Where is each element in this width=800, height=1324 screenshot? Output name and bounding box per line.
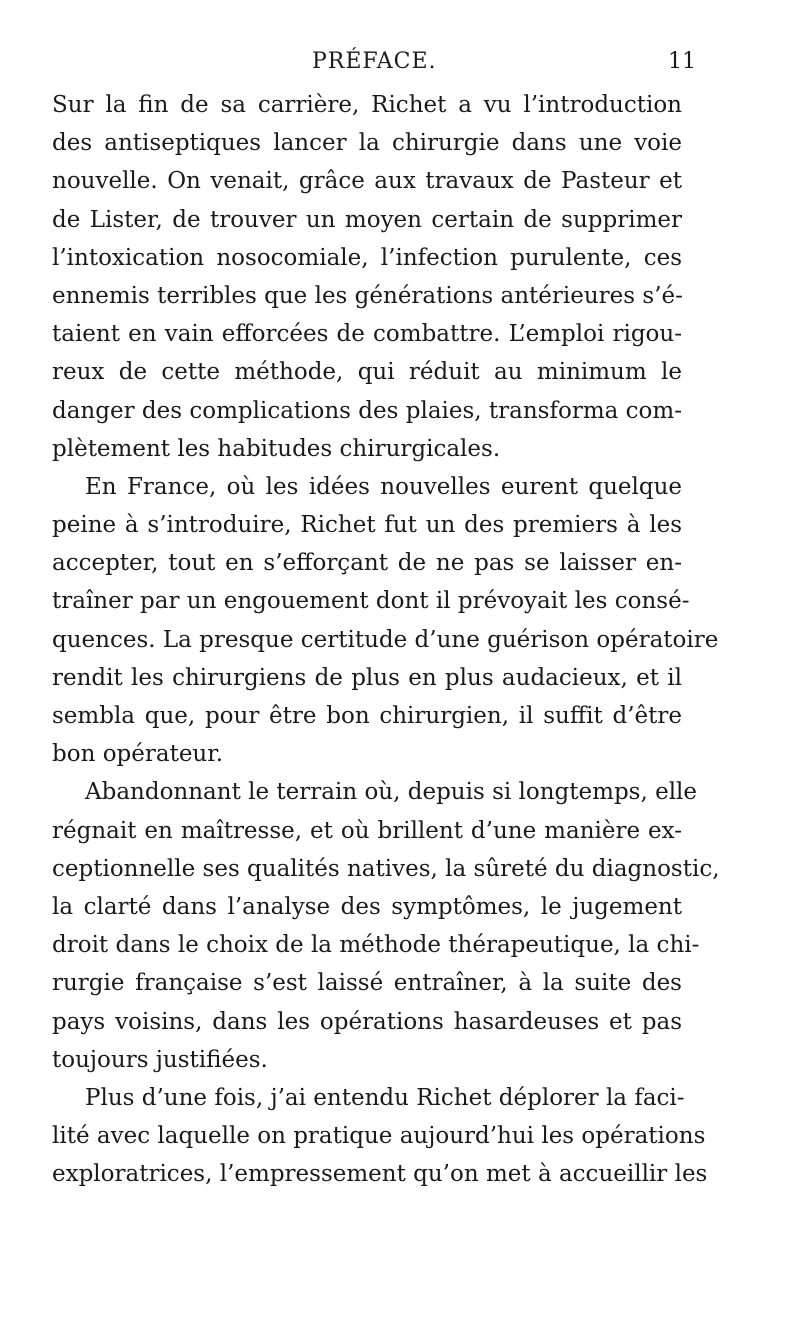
text-line: toujours justifiées.	[52, 1046, 268, 1073]
text-line: danger des complications des plaies, transforma com-	[52, 397, 682, 424]
text-line: rurgie française s’est laissé entraîner, à la suite des	[52, 970, 682, 997]
text-line: accepter, tout en s’efforçant de ne pas se laisser en-	[52, 550, 682, 577]
text-line: exploratrices, l’empressement qu’on met à accueillir les	[52, 1161, 708, 1188]
text-line: lité avec laquelle on pratique aujourd’hui les opérations	[52, 1123, 706, 1150]
text-line: régnait en maîtresse, et où brillent d’une manière ex-	[52, 817, 682, 844]
page-number: 11	[668, 49, 696, 74]
text-line: Plus d’une fois, j’ai entendu Richet déplorer la faci-	[85, 1084, 685, 1111]
text-line: plètement les habitudes chirurgicales.	[52, 435, 501, 462]
text-line: sembla que, pour être bon chirurgien, il suffit d’être	[52, 703, 682, 729]
text-line: taient en vain efforcées de combattre. L’emploi rigou-	[52, 321, 682, 348]
body-text	[52, 86, 720, 1193]
text-line: pays voisins, dans les opérations hasardeuses et pas	[52, 1008, 682, 1035]
text-line: bon opérateur.	[52, 741, 224, 768]
text-line: ceptionnelle ses qualités natives, la sûreté du diagnostic,	[52, 855, 720, 882]
running-title: PRÉFACE.	[312, 49, 437, 74]
text-line: de Lister, de trouver un moyen certain de supprimer	[52, 206, 682, 233]
text-line: Sur la fin de sa carrière, Richet a vu l’introduction	[52, 92, 682, 118]
text-line: nouvelle. On venait, grâce aux travaux de Pasteur et	[52, 168, 682, 195]
text-line: droit dans le choix de la méthode thérapeutique, la chi-	[52, 932, 700, 959]
text-line: reux de cette méthode, qui réduit au minimum le	[52, 359, 682, 386]
text-line: peine à s’introduire, Richet fut un des premiers à les	[52, 512, 682, 539]
text-line: des antiseptiques lancer la chirurgie dans une voie	[52, 130, 682, 157]
text-line: traîner par un engouement dont il prévoyait les consé-	[52, 588, 690, 615]
text-line: la clarté dans l’analyse des symptômes, le jugement	[52, 893, 682, 920]
text-line: rendit les chirurgiens de plus en plus audacieux, et il	[52, 664, 682, 691]
text-line: En France, où les idées nouvelles eurent quelque	[85, 473, 682, 500]
page-header	[0, 46, 800, 78]
text-line: l’intoxication nosocomiale, l’infection purulente, ces	[52, 244, 682, 271]
text-line: ennemis terribles que les générations antérieures s’é-	[52, 282, 683, 309]
text-line: Abandonnant le terrain où, depuis si longtemps, elle	[85, 779, 698, 806]
text-line: quences. La presque certitude d’une guérison opératoire	[52, 626, 719, 653]
